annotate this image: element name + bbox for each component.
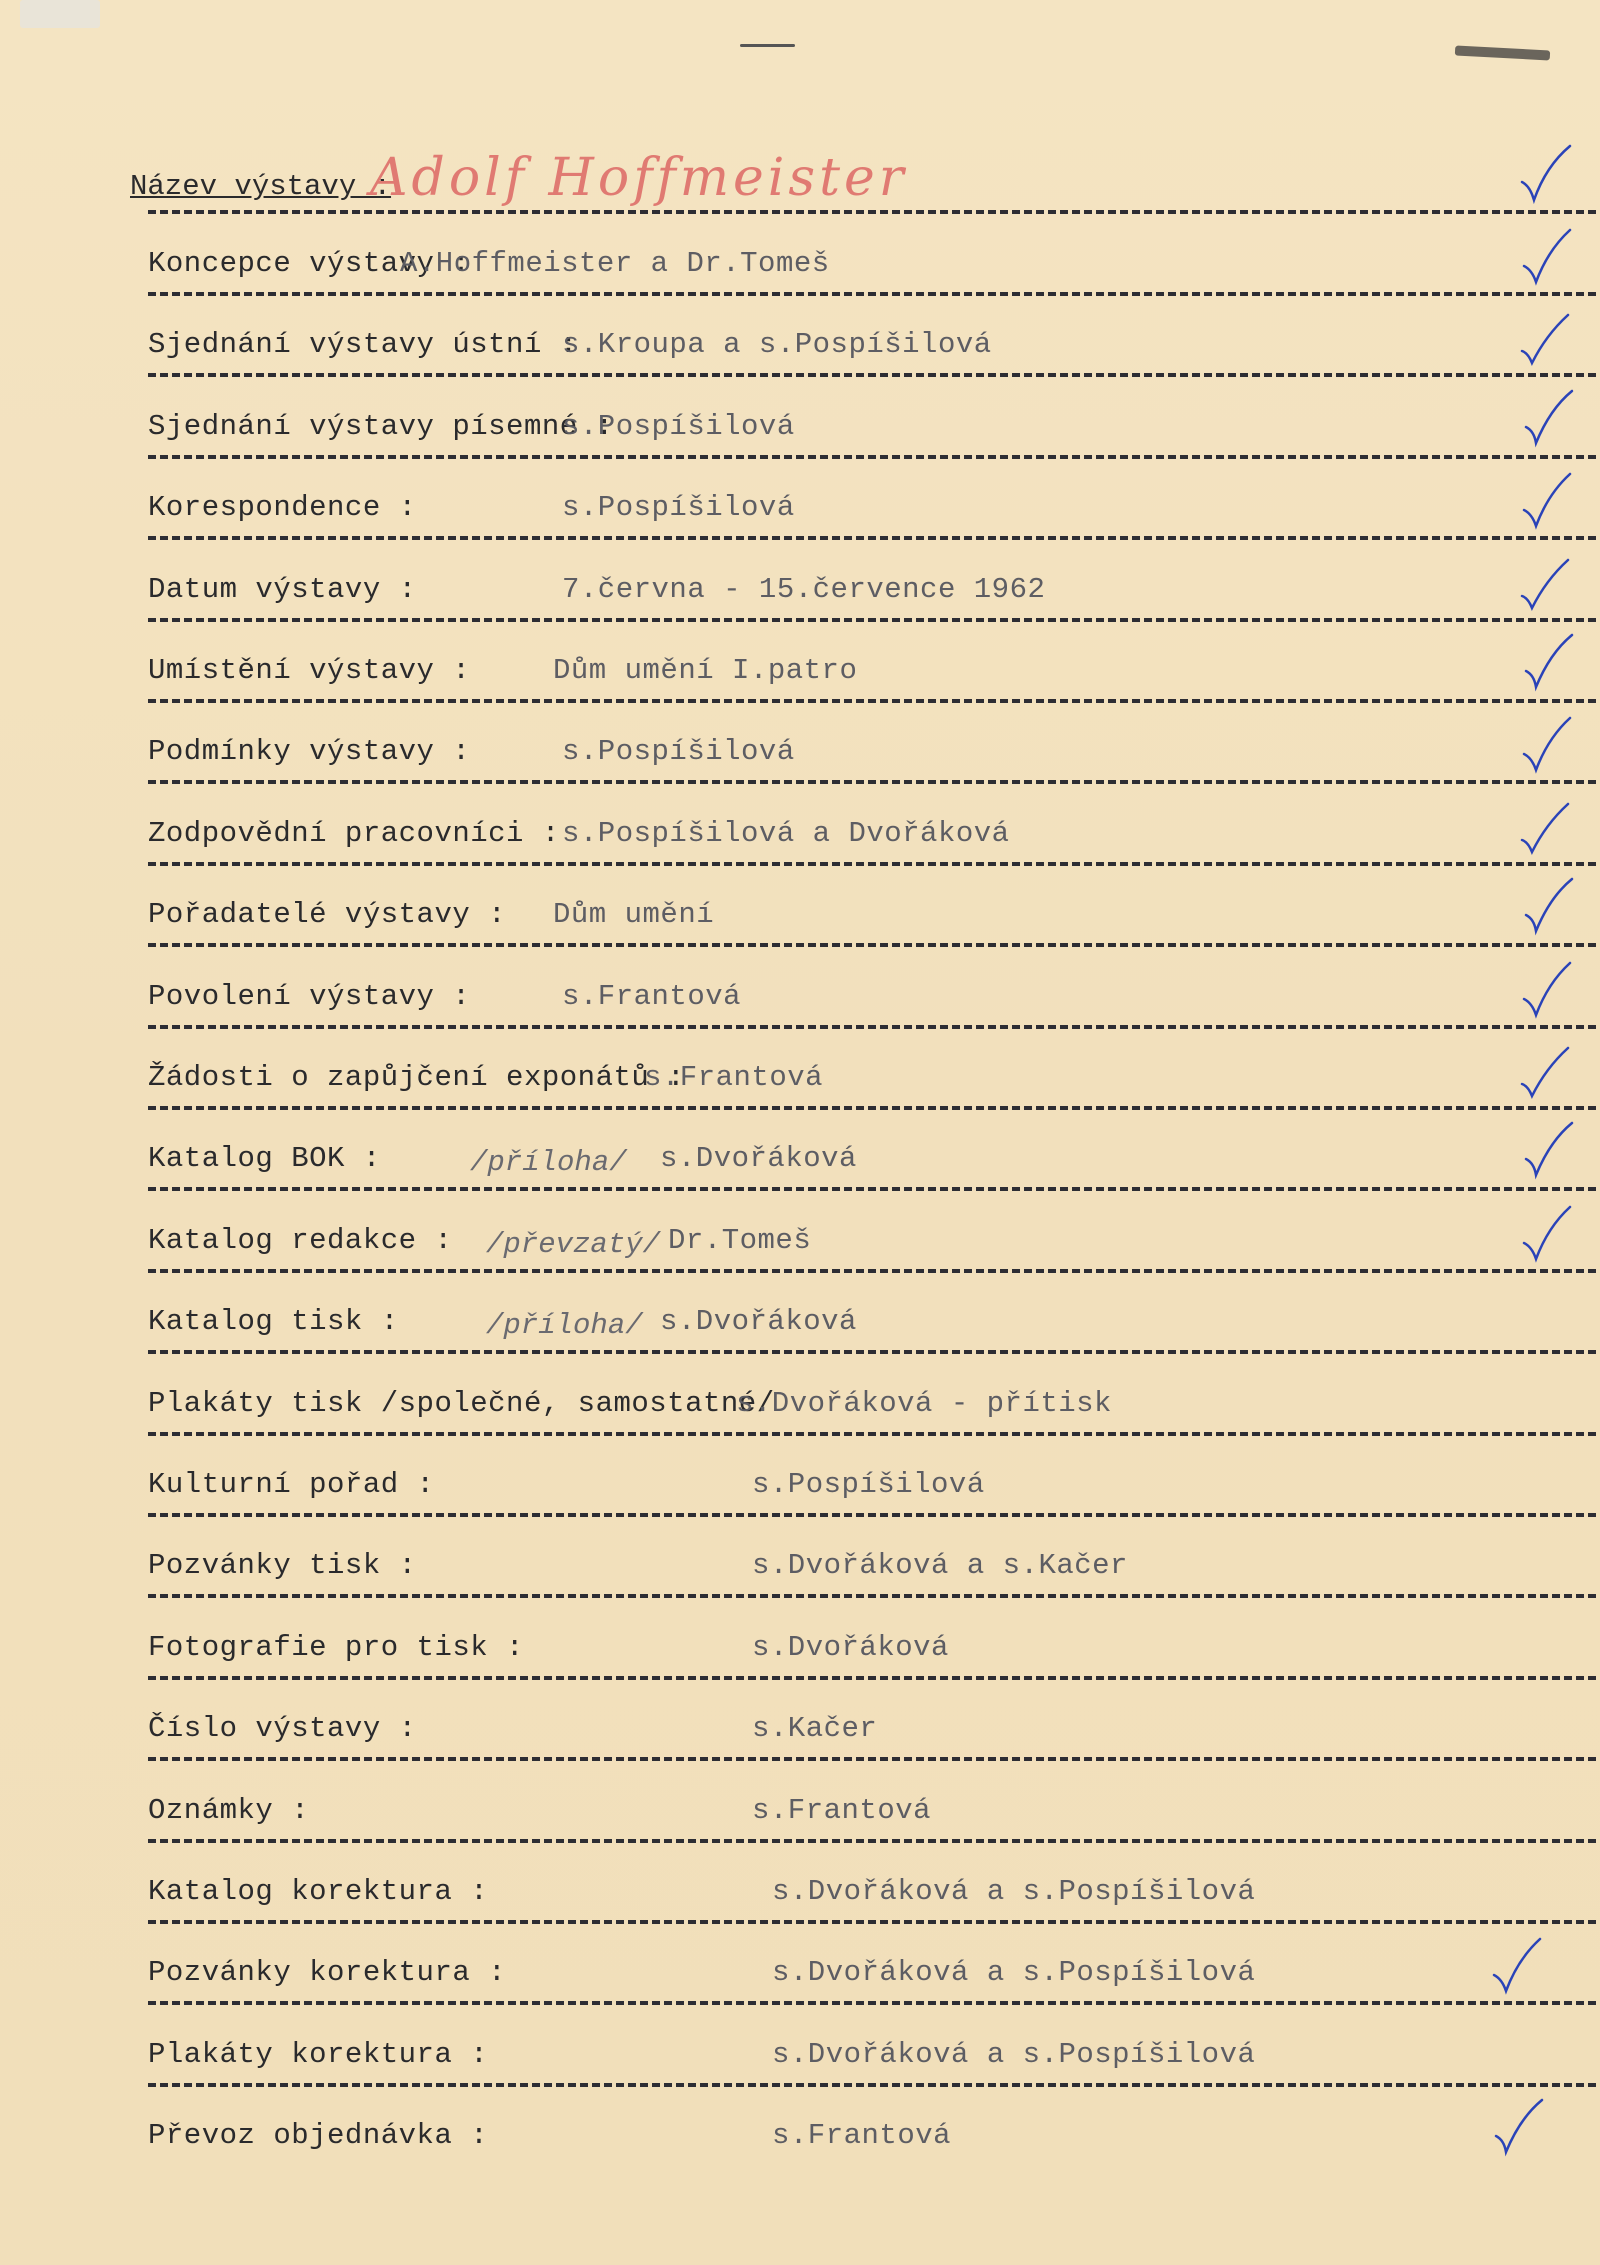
paper-smudge — [740, 44, 795, 47]
field-value: Dům umění I.patro — [553, 654, 858, 687]
field-value: Dr.Tomeš — [668, 1223, 812, 1257]
field-label: Pozvánky korektura : — [148, 1956, 507, 1990]
checkmark-icon — [1516, 712, 1576, 776]
form-row — [148, 1923, 1596, 2005]
field-label: Korespondence : — [148, 491, 417, 525]
field-label: Sjednání výstavy ústní : — [148, 328, 578, 362]
form-row — [148, 1679, 1596, 1761]
field-value: s.Frantová — [752, 1793, 932, 1827]
form-row — [148, 784, 1596, 866]
field-value: A.Hoffmeister a Dr.Tomeš — [400, 247, 830, 280]
form-row — [148, 1435, 1596, 1517]
form-row — [148, 702, 1596, 784]
field-value: s.Pospíšilová — [562, 491, 795, 525]
checkmark-icon — [1516, 224, 1576, 288]
checkmark-icon — [1516, 875, 1576, 939]
form-row — [148, 295, 1596, 377]
checkmark-icon — [1516, 305, 1576, 369]
field-note: /příloha/ — [486, 1309, 643, 1343]
field-label: Umístění výstavy : — [148, 654, 471, 687]
exhibition-title-label: Název výstavy : — [130, 170, 392, 203]
field-label: Kulturní pořad : — [148, 1468, 435, 1501]
checkmark-icon — [1516, 1119, 1576, 1183]
checkmark-icon — [1516, 957, 1576, 1021]
form-row — [148, 377, 1596, 459]
form-row — [148, 1109, 1596, 1191]
field-value: s.Frantová — [772, 2119, 952, 2153]
form-row — [148, 1842, 1596, 1924]
form-row — [148, 2086, 1596, 2168]
field-value: s.Dvořáková a s.Pospíšilová — [772, 2037, 1256, 2071]
checkmark-icon — [1516, 1201, 1576, 1265]
form-row — [148, 1028, 1596, 1110]
form-row — [148, 1598, 1596, 1680]
field-label: Sjednání výstavy písemné : — [148, 409, 614, 443]
field-label: Číslo výstavy : — [148, 1712, 417, 1746]
field-value: s.Pospíšilová — [752, 1468, 985, 1501]
checkmark-icon — [1516, 142, 1576, 206]
form-row — [148, 1272, 1596, 1354]
checkmark-icon — [1486, 1933, 1546, 1997]
exhibition-title-value: Adolf Hoffmeister — [370, 148, 908, 208]
field-label: Převoz objednávka : — [148, 2119, 489, 2153]
field-label: Oznámky : — [148, 1793, 310, 1827]
field-value: Dům umění — [553, 898, 715, 932]
form-row — [148, 458, 1596, 540]
field-label: Koncepce výstavy : — [148, 247, 471, 280]
field-value: s.Dvořáková — [660, 1142, 857, 1176]
field-value: s.Pospíšilová — [562, 735, 795, 769]
paper-smudge — [1455, 46, 1550, 61]
checkmark-icon — [1486, 2096, 1546, 2160]
form-row — [148, 1191, 1596, 1273]
field-value: s.Frantová — [562, 979, 742, 1013]
form-row — [148, 947, 1596, 1029]
form-row — [148, 1516, 1596, 1598]
paper-smudge — [20, 0, 100, 28]
checkmark-icon — [1516, 468, 1576, 532]
form-row — [148, 1354, 1596, 1436]
field-value: s.Dvořáková a s.Pospíšilová — [772, 1875, 1256, 1908]
field-label: Katalog tisk : — [148, 1305, 399, 1339]
field-value: s.Dvořáková — [660, 1305, 857, 1339]
checkmark-icon — [1516, 1038, 1576, 1102]
field-label: Pořadatelé výstavy : — [148, 898, 507, 932]
field-note: /převzatý/ — [486, 1227, 661, 1261]
form-row — [148, 1761, 1596, 1843]
field-value: s.Pospíšilová — [562, 409, 795, 443]
field-label: Podmínky výstavy : — [148, 735, 471, 769]
field-value: s.Frantová — [644, 1061, 824, 1094]
form-row — [148, 214, 1596, 296]
field-label: Fotografie pro tisk : — [148, 1630, 524, 1664]
field-value: s.Dvořáková - přítisk — [736, 1386, 1112, 1420]
field-value: s.Pospíšilová a Dvořáková — [562, 816, 1010, 850]
form-row — [148, 621, 1596, 703]
field-value: s.Kroupa a s.Pospíšilová — [562, 328, 992, 362]
field-label: Žádosti o zapůjčení exponátů : — [148, 1061, 686, 1094]
field-label: Povolení výstavy : — [148, 979, 471, 1013]
field-note: /příloha/ — [470, 1146, 627, 1180]
checkmark-icon — [1516, 631, 1576, 695]
field-label: Plakáty korektura : — [148, 2037, 489, 2071]
field-value: s.Dvořáková a s.Kačer — [752, 1549, 1128, 1583]
checkmark-icon — [1516, 387, 1576, 451]
checkmark-icon — [1516, 794, 1576, 858]
field-value: s.Dvořáková a s.Pospíšilová — [772, 1956, 1256, 1990]
exhibition-title-row — [148, 132, 1596, 214]
field-value: s.Dvořáková — [752, 1630, 949, 1664]
field-label: Zodpovědní pracovníci : — [148, 816, 560, 850]
field-label: Datum výstavy : — [148, 572, 417, 606]
field-label: Plakáty tisk /společné, samostatné/ — [148, 1386, 775, 1420]
field-label: Pozvánky tisk : — [148, 1549, 417, 1583]
field-label: Katalog BOK : — [148, 1142, 381, 1176]
field-value: 7.června - 15.července 1962 — [562, 572, 1046, 606]
field-label: Katalog korektura : — [148, 1875, 489, 1908]
field-value: s.Kačer — [752, 1712, 878, 1746]
field-label: Katalog redakce : — [148, 1223, 453, 1257]
form-row — [148, 2005, 1596, 2087]
form-row — [148, 540, 1596, 622]
form-row — [148, 865, 1596, 947]
checkmark-icon — [1516, 550, 1576, 614]
